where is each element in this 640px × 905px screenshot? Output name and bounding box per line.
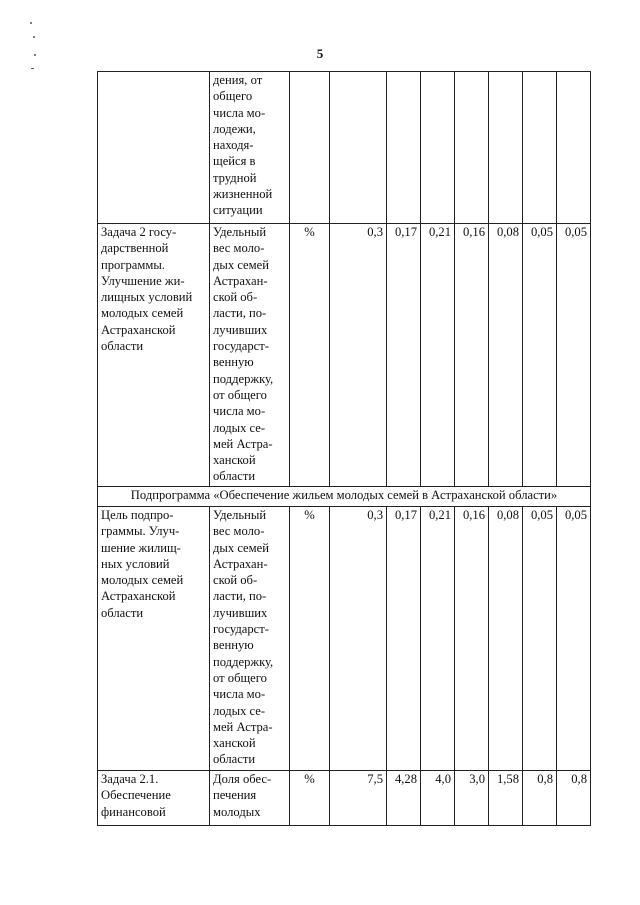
subprogram-header-row — [98, 487, 591, 507]
scan-specks — [28, 22, 40, 82]
row-name-cell: Задача 2 госу- дарственной программы. Улучшение жи- лищных условий молодых семей Астраханской области — [98, 224, 210, 487]
value-cell: 0,16 — [455, 507, 489, 771]
value-cell — [387, 72, 421, 224]
value-cell: 0,3 — [330, 224, 387, 487]
unit-cell: % — [290, 507, 330, 771]
row-indicator-cell: дения, от общего числа мо- лодежи, находя- щейся в трудной жизненной ситуации — [210, 72, 290, 224]
value-cell: 0,21 — [421, 224, 455, 487]
value-cell: 1,58 — [489, 771, 523, 826]
table-row — [98, 224, 591, 487]
subprogram-title: Подпрограмма «Обеспечение жильем молодых семей в Астраханской области» — [98, 487, 591, 507]
row-indicator-cell: Удельный вес моло- дых семей Астрахан- ской об- ласти, по- лучивших государст- венную поддержку, от общего числа мо- лодых се- мей Астра- ханской области — [210, 507, 290, 771]
row-name-cell: Цель подпро- граммы. Улуч- шение жилищ- ных условий молодых семей Астраханской области — [98, 507, 210, 771]
value-cell: 7,5 — [330, 771, 387, 826]
value-cell: 0,05 — [557, 507, 591, 771]
value-cell: 0,8 — [523, 771, 557, 826]
indicators-table — [97, 71, 591, 826]
unit-cell — [290, 72, 330, 224]
value-cell: 3,0 — [455, 771, 489, 826]
value-cell — [489, 72, 523, 224]
value-cell: 4,0 — [421, 771, 455, 826]
page-number: 5 — [316, 46, 324, 61]
value-cell: 0,8 — [557, 771, 591, 826]
value-cell: 0,3 — [330, 507, 387, 771]
table-row — [98, 771, 591, 826]
row-name-cell: Задача 2.1. Обеспечение финансовой — [98, 771, 210, 826]
value-cell: 0,16 — [455, 224, 489, 487]
table-row — [98, 72, 591, 224]
value-cell — [330, 72, 387, 224]
value-cell — [557, 72, 591, 224]
table-row — [98, 507, 591, 771]
value-cell: 0,17 — [387, 507, 421, 771]
value-cell — [455, 72, 489, 224]
row-indicator-cell: Доля обес- печения молодых — [210, 771, 290, 826]
value-cell: 0,08 — [489, 507, 523, 771]
row-name-cell — [98, 72, 210, 224]
value-cell: 0,17 — [387, 224, 421, 487]
row-indicator-cell: Удельный вес моло- дых семей Астрахан- ской об- ласти, по- лучивших государст- венную поддержку, от общего числа мо- лодых се- мей Астра- ханской области — [210, 224, 290, 487]
value-cell: 0,05 — [557, 224, 591, 487]
value-cell: 0,05 — [523, 224, 557, 487]
value-cell: 0,21 — [421, 507, 455, 771]
value-cell: 4,28 — [387, 771, 421, 826]
value-cell — [421, 72, 455, 224]
unit-cell: % — [290, 224, 330, 487]
unit-cell: % — [290, 771, 330, 826]
value-cell: 0,08 — [489, 224, 523, 487]
value-cell: 0,05 — [523, 507, 557, 771]
value-cell — [523, 72, 557, 224]
